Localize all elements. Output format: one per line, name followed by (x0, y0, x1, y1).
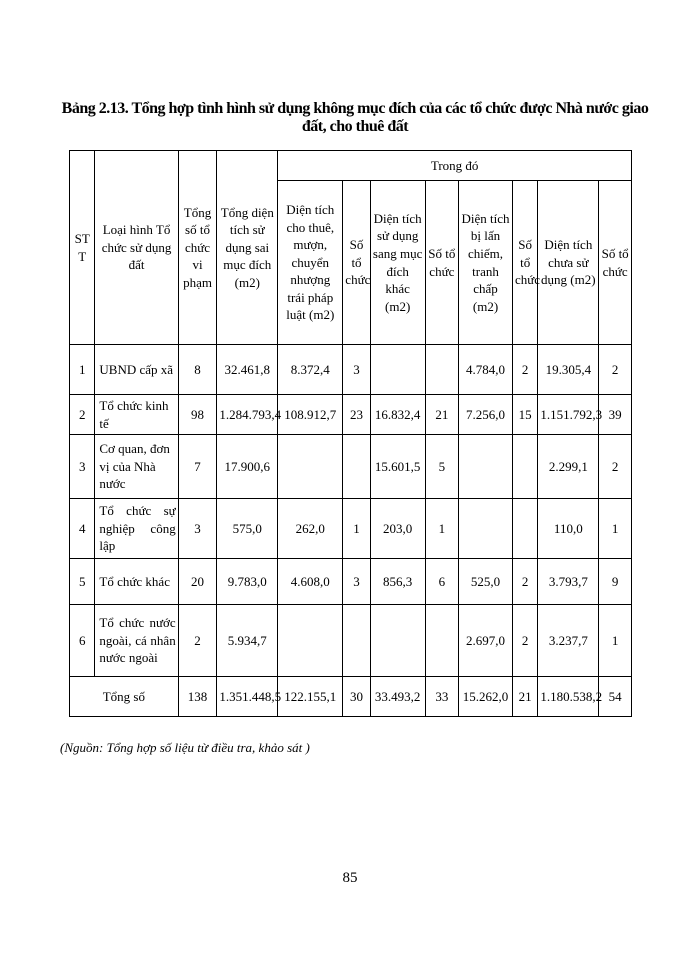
cell-tong: 7 (178, 435, 217, 499)
cell-loai: Tổ chức khác (95, 559, 178, 605)
cell-cho-thue: 262,0 (278, 499, 343, 559)
cell-so-2 (425, 605, 459, 677)
cell-so-3 (512, 499, 537, 559)
cell-sang-muc-dich: 16.832,4 (370, 395, 425, 435)
cell-stt: 2 (70, 395, 95, 435)
table-row (70, 559, 632, 605)
cell-sang-muc-dich: 203,0 (370, 499, 425, 559)
data-table (69, 150, 632, 717)
cell-so-3 (512, 435, 537, 499)
table-row (70, 395, 632, 435)
cell-lan-chiem (459, 435, 513, 499)
cell-total-so-3: 21 (512, 677, 537, 717)
cell-chua-su-dung: 110,0 (538, 499, 599, 559)
header-tong-so-to-chuc: Tổng số tổ chức vi phạm (178, 151, 217, 345)
cell-tong: 98 (178, 395, 217, 435)
cell-chua-su-dung: 3.793,7 (538, 559, 599, 605)
cell-lan-chiem (459, 499, 513, 559)
cell-dien-tich: 32.461,8 (217, 345, 278, 395)
page-number: 85 (342, 870, 358, 886)
cell-sang-muc-dich: 856,3 (370, 559, 425, 605)
source-note: (Nguồn: Tổng hợp số liệu từ điều tra, khảo sát ) (60, 740, 310, 755)
cell-chua-su-dung: 1.151.792,3 (538, 395, 599, 435)
cell-stt: 6 (70, 605, 95, 677)
cell-stt: 3 (70, 435, 95, 499)
cell-so-2: 21 (425, 395, 459, 435)
cell-lan-chiem: 7.256,0 (459, 395, 513, 435)
cell-loai: Tổ chức sự nghiệp công lập (95, 499, 178, 559)
cell-dien-tich: 5.934,7 (217, 605, 278, 677)
cell-so-2: 6 (425, 559, 459, 605)
cell-chua-su-dung: 19.305,4 (538, 345, 599, 395)
cell-cho-thue: 8.372,4 (278, 345, 343, 395)
cell-cho-thue (278, 435, 343, 499)
header-stt: ST T (70, 151, 95, 345)
cell-sang-muc-dich: 15.601,5 (370, 435, 425, 499)
header-tong-dien-tich: Tổng diện tích sử dụng sai mục đích (m2) (217, 151, 278, 345)
header-so-to-chuc-4: Số tổ chức (599, 181, 632, 345)
cell-lan-chiem: 2.697,0 (459, 605, 513, 677)
table-row (70, 435, 632, 499)
cell-so-1 (343, 605, 370, 677)
cell-so-3: 15 (512, 395, 537, 435)
cell-total-cho-thue: 122.155,1 (278, 677, 343, 717)
cell-so-4: 2 (599, 345, 632, 395)
table-title: Bảng 2.13. Tổng hợp tình hình sử dụng không mục đích của các tổ chức được Nhà nước giao đất, cho thuê đất (61, 100, 649, 135)
cell-so-1: 23 (343, 395, 370, 435)
cell-dien-tich: 575,0 (217, 499, 278, 559)
total-row (70, 677, 632, 717)
cell-stt: 5 (70, 559, 95, 605)
cell-so-3: 2 (512, 605, 537, 677)
cell-dien-tich: 17.900,6 (217, 435, 278, 499)
cell-tong: 3 (178, 499, 217, 559)
cell-chua-su-dung: 3.237,7 (538, 605, 599, 677)
table-row (70, 345, 632, 395)
cell-loai: Tổ chức nước ngoài, cá nhân nước ngoài (95, 605, 178, 677)
cell-stt: 1 (70, 345, 95, 395)
header-lan-chiem: Diện tích bị lấn chiếm, tranh chấp (m2) (459, 181, 513, 345)
cell-cho-thue: 108.912,7 (278, 395, 343, 435)
cell-so-1: 3 (343, 559, 370, 605)
cell-total-tong: 138 (178, 677, 217, 717)
header-so-to-chuc-2: Số tổ chức (425, 181, 459, 345)
cell-so-4: 1 (599, 605, 632, 677)
cell-dien-tich: 9.783,0 (217, 559, 278, 605)
cell-cho-thue (278, 605, 343, 677)
cell-cho-thue: 4.608,0 (278, 559, 343, 605)
header-trong-do: Trong đó (278, 151, 632, 181)
cell-so-4: 1 (599, 499, 632, 559)
cell-so-4: 9 (599, 559, 632, 605)
cell-total-label: Tổng số (70, 677, 179, 717)
cell-sang-muc-dich (370, 605, 425, 677)
cell-lan-chiem: 525,0 (459, 559, 513, 605)
cell-total-lan-chiem: 15.262,0 (459, 677, 513, 717)
cell-so-4: 39 (599, 395, 632, 435)
cell-total-sang-muc-dich: 33.493,2 (370, 677, 425, 717)
cell-so-2 (425, 345, 459, 395)
header-sang-muc-dich-khac: Diện tích sử dụng sang mục đích khác (m2) (370, 181, 425, 345)
table-row (70, 499, 632, 559)
cell-so-1 (343, 435, 370, 499)
header-chua-su-dung: Diện tích chưa sử dụng (m2) (538, 181, 599, 345)
table-row (70, 605, 632, 677)
cell-so-1: 1 (343, 499, 370, 559)
header-so-to-chuc-1: Số tổ chức (343, 181, 370, 345)
cell-lan-chiem: 4.784,0 (459, 345, 513, 395)
cell-sang-muc-dich (370, 345, 425, 395)
header-so-to-chuc-3: Số tổ chức (512, 181, 537, 345)
cell-total-so-4: 54 (599, 677, 632, 717)
cell-tong: 8 (178, 345, 217, 395)
cell-total-chua-su-dung: 1.180.538,2 (538, 677, 599, 717)
cell-tong: 2 (178, 605, 217, 677)
cell-chua-su-dung: 2.299,1 (538, 435, 599, 499)
cell-loai: UBND cấp xã (95, 345, 178, 395)
cell-so-1: 3 (343, 345, 370, 395)
cell-stt: 4 (70, 499, 95, 559)
cell-loai: Tổ chức kinh tế (95, 395, 178, 435)
header-loai-hinh: Loại hình Tổ chức sử dụng đất (95, 151, 178, 345)
cell-so-2: 5 (425, 435, 459, 499)
cell-so-3: 2 (512, 559, 537, 605)
cell-total-so-2: 33 (425, 677, 459, 717)
cell-dien-tich: 1.284.793,4 (217, 395, 278, 435)
cell-total-so-1: 30 (343, 677, 370, 717)
cell-so-3: 2 (512, 345, 537, 395)
cell-total-dien-tich: 1.351.448,5 (217, 677, 278, 717)
header-cho-thue: Diện tích cho thuê, mượn, chuyển nhượng trái pháp luật (m2) (278, 181, 343, 345)
cell-tong: 20 (178, 559, 217, 605)
cell-so-4: 2 (599, 435, 632, 499)
cell-loai: Cơ quan, đơn vị của Nhà nước (95, 435, 178, 499)
cell-so-2: 1 (425, 499, 459, 559)
